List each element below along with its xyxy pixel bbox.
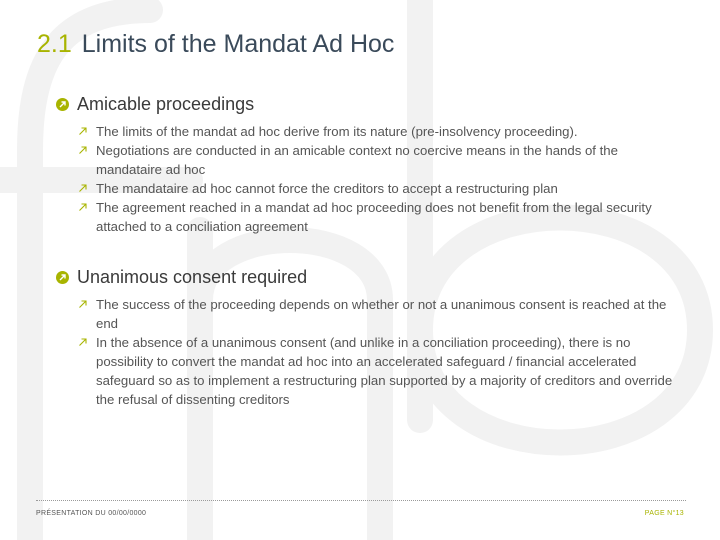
list-item [78,198,686,236]
list-item [78,333,686,409]
list-item-text: In the absence of a unanimous consent (and unlike in a conciliation proceeding), there is no possibility to convert the mandat ad hoc into an accelerated safeguard / financial accelerated safeguard so as to implement a restructuring plan supported by a majority of creditors and override the refusal of dissenting creditors [96,335,673,407]
bullet-list [78,122,686,236]
list-item [78,122,686,141]
arrow-up-right-icon [78,198,96,236]
list-item [78,141,686,179]
page-title [37,30,394,59]
list-item-text: The mandataire ad hoc cannot force the creditors to accept a restructuring plan [96,181,558,196]
title-text: Limits of the Mandat Ad Hoc [81,30,395,58]
arrow-circle-icon [56,271,69,284]
arrow-up-right-icon [78,333,96,409]
section-title: Unanimous consent required [77,266,308,287]
list-item-text: The agreement reached in a mandat ad hoc proceeding does not benefit from the legal security attached to a conciliation agreement [96,200,652,234]
arrow-up-right-icon [78,122,96,141]
section-header [56,265,686,289]
list-item-text: The limits of the mandat ad hoc derive from its nature (pre-insolvency proceeding). [96,124,578,139]
bullet-list [78,295,686,409]
footer-divider [36,500,686,501]
section-header [56,92,686,116]
arrow-up-right-icon [78,295,96,333]
list-item-text: Negotiations are conducted in an amicable context no coercive means in the hands of the mandataire ad hoc [96,143,618,177]
title-number: 2.1 [37,30,72,58]
footer-page-number: PAGE N°13 [644,510,684,517]
arrow-circle-icon [56,98,69,111]
list-item-text: The success of the proceeding depends on whether or not a unanimous consent is reached at the end [96,297,667,331]
section-unanimous-consent [56,265,686,409]
footer-presentation-date: PRÉSENTATION DU 00/00/0000 [36,510,147,517]
list-item [78,179,686,198]
arrow-up-right-icon [78,179,96,198]
section-amicable-proceedings [56,92,686,236]
list-item [78,295,686,333]
section-title: Amicable proceedings [77,93,255,114]
arrow-up-right-icon [78,141,96,179]
